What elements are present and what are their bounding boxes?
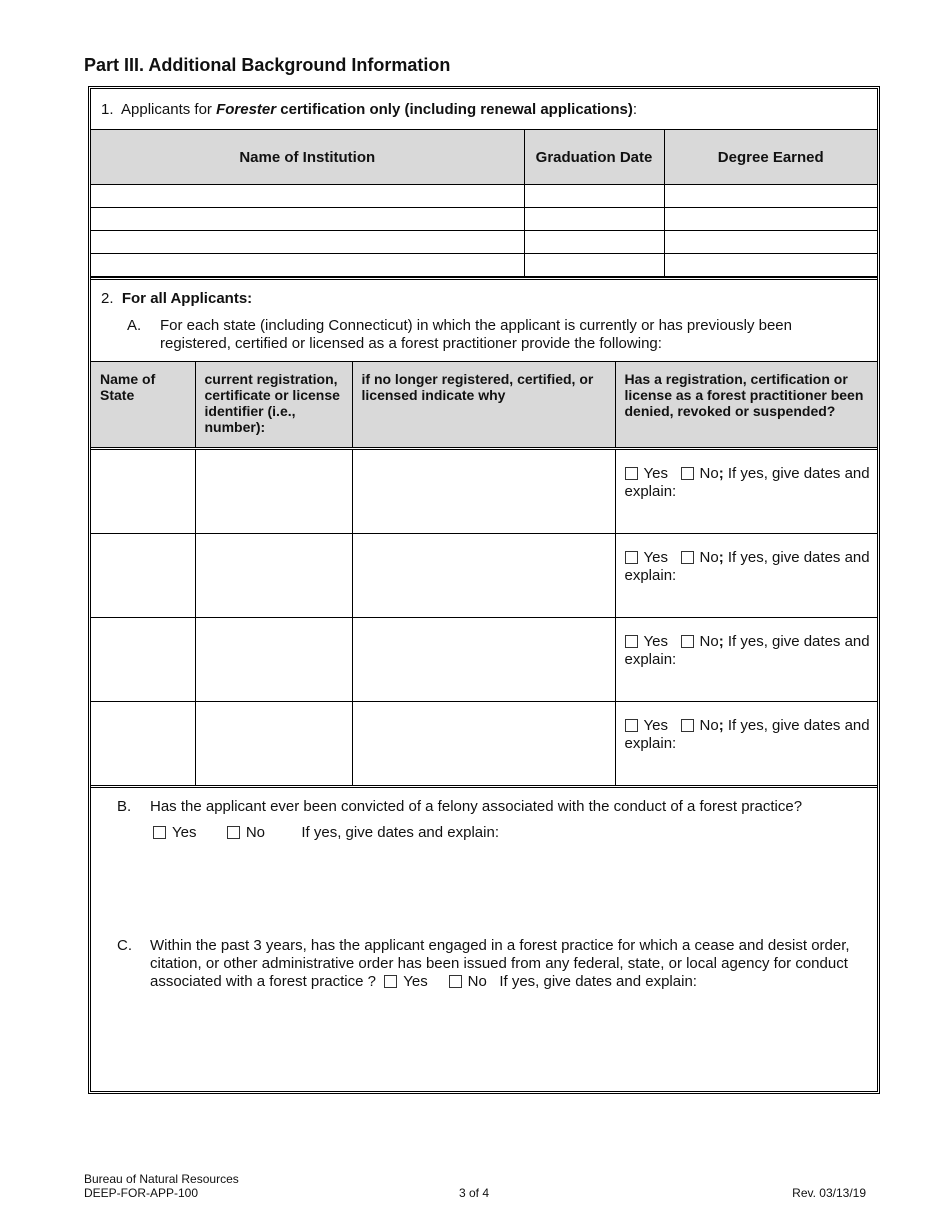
yes-label: Yes (643, 716, 668, 734)
identifier-cell[interactable] (195, 701, 352, 785)
no-checkbox[interactable] (681, 467, 694, 480)
order-yes-label: Yes (403, 972, 428, 990)
yes-checkbox[interactable] (625, 635, 638, 648)
background-form (88, 86, 880, 1094)
institution-cell[interactable] (91, 231, 524, 254)
semicolon: ; (718, 632, 724, 650)
col-graduation-date: Graduation Date (524, 130, 664, 185)
identifier-cell[interactable] (195, 617, 352, 701)
graduation-date-cell[interactable] (524, 231, 664, 254)
order-no-checkbox[interactable] (449, 975, 462, 988)
col-name-of-state: Name of State (91, 362, 195, 448)
table-row (91, 185, 877, 208)
col-name-of-institution: Name of Institution (91, 130, 524, 185)
denied-answer-cell (615, 617, 877, 701)
table-row (91, 448, 877, 533)
footer-page-number: 3 of 4 (459, 1186, 490, 1200)
state-cell[interactable] (91, 448, 195, 533)
q2-number: 2. (101, 290, 114, 307)
q1-rest: certification only (including renewal applications) (276, 101, 633, 118)
q1-number: 1. (101, 101, 114, 118)
no-label: No (699, 464, 719, 482)
degree-cell[interactable] (664, 208, 877, 231)
institution-cell[interactable] (91, 208, 524, 231)
degree-cell[interactable] (664, 254, 877, 277)
page-title: Part III. Additional Background Information (84, 55, 451, 75)
q1-suffix: : (632, 101, 637, 118)
question-2b (91, 788, 877, 991)
footer-bureau: Bureau of Natural Resources (84, 1172, 239, 1186)
why-cell[interactable] (352, 533, 615, 617)
question-1-prompt (91, 89, 877, 130)
q2b-answer-row (153, 824, 867, 841)
col-denied-revoked-suspended: Has a registration, certification or license as a forest practitioner been denied, revoked or suspended? (615, 362, 877, 448)
education-table (91, 130, 877, 280)
yes-checkbox[interactable] (625, 467, 638, 480)
q2-title: For all Applicants: (121, 290, 253, 307)
yes-checkbox[interactable] (625, 719, 638, 732)
q2c-letter: C. (117, 936, 132, 954)
order-explain-label: If yes, give dates and explain: (499, 972, 697, 990)
q1-emphasis: Forester (216, 101, 277, 118)
semicolon: ; (718, 716, 724, 734)
q1-prefix: Applicants for (121, 101, 217, 118)
table-row (91, 617, 877, 701)
footer-revision: Rev. 03/13/19 (792, 1186, 866, 1200)
question-2-prompt (91, 280, 877, 362)
felony-no-checkbox[interactable] (227, 826, 240, 839)
footer-form-id: DEEP-FOR-APP-100 (84, 1186, 199, 1200)
question-2c (91, 937, 867, 991)
denied-answer-cell (615, 448, 877, 533)
q2b-text: Has the applicant ever been convicted of a felony associated with the conduct of a forest practice? (150, 797, 803, 815)
explain-text: If yes, give dates and explain: (624, 464, 870, 500)
col-registration-identifier: current registration, certificate or license identifier (i.e., number): (195, 362, 352, 448)
registration-table (91, 362, 877, 788)
order-no-label: No (467, 972, 487, 990)
yes-label: Yes (643, 632, 668, 650)
table-row (91, 254, 877, 277)
q2b-letter: B. (117, 797, 132, 815)
felony-no-label: No (245, 823, 266, 841)
table-row (91, 208, 877, 231)
no-checkbox[interactable] (681, 635, 694, 648)
graduation-date-cell[interactable] (524, 208, 664, 231)
footer-left (84, 1172, 239, 1200)
identifier-cell[interactable] (195, 448, 352, 533)
denied-answer-cell (615, 701, 877, 785)
state-cell[interactable] (91, 701, 195, 785)
q2a-letter: A. (127, 317, 142, 334)
q2c-text: Within the past 3 years, has the applicant engaged in a forest practice for which a cease and desist order, citation, or other administrative order has been issued from any federal, state, or local agency for conduct associated with a forest practice ? (150, 936, 850, 990)
yes-label: Yes (643, 548, 668, 566)
state-cell[interactable] (91, 617, 195, 701)
why-cell[interactable] (352, 701, 615, 785)
explain-text: If yes, give dates and explain: (624, 716, 870, 752)
graduation-date-cell[interactable] (524, 185, 664, 208)
felony-yes-checkbox[interactable] (153, 826, 166, 839)
no-label: No (699, 716, 719, 734)
graduation-date-cell[interactable] (524, 254, 664, 277)
degree-cell[interactable] (664, 231, 877, 254)
institution-cell[interactable] (91, 185, 524, 208)
no-checkbox[interactable] (681, 551, 694, 564)
why-cell[interactable] (352, 448, 615, 533)
identifier-cell[interactable] (195, 533, 352, 617)
no-label: No (699, 548, 719, 566)
yes-label: Yes (643, 464, 668, 482)
semicolon: ; (718, 548, 724, 566)
q2a-text: For each state (including Connecticut) in which the applicant is currently or has previously been registered, certified or licensed as a forest practitioner provide the following: (160, 317, 792, 352)
yes-checkbox[interactable] (625, 551, 638, 564)
state-cell[interactable] (91, 533, 195, 617)
table-row (91, 231, 877, 254)
explain-text: If yes, give dates and explain: (624, 548, 870, 584)
explain-text: If yes, give dates and explain: (624, 632, 870, 668)
semicolon: ; (718, 464, 724, 482)
no-label: No (699, 632, 719, 650)
table-row (91, 701, 877, 785)
table-row (91, 533, 877, 617)
col-no-longer-registered: if no longer registered, certified, or licensed indicate why (352, 362, 615, 448)
why-cell[interactable] (352, 617, 615, 701)
degree-cell[interactable] (664, 185, 877, 208)
felony-yes-label: Yes (172, 823, 197, 841)
felony-explain-label: If yes, give dates and explain: (301, 823, 499, 841)
order-yes-checkbox[interactable] (384, 975, 397, 988)
no-checkbox[interactable] (681, 719, 694, 732)
col-degree-earned: Degree Earned (664, 130, 877, 185)
institution-cell[interactable] (91, 254, 524, 277)
denied-answer-cell (615, 533, 877, 617)
